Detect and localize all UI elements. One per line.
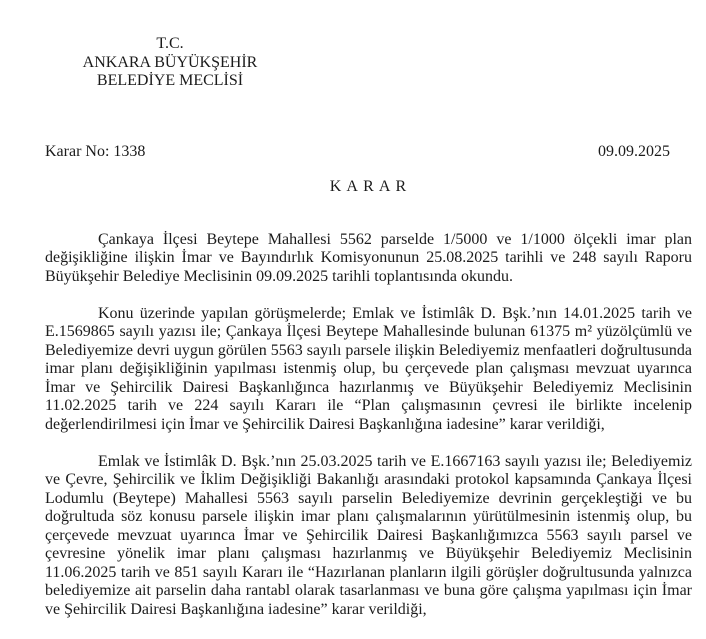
- paragraph-report-read: Çankaya İlçesi Beytepe Mahallesi 5562 parselde 1/5000 ve 1/1000 ölçekli imar plan değişikliğine ilişkin İmar ve Bayındırlık Komisyonunun 25.08.2025 tarihli ve 248 sayılı Raporu Büyükşehir Belediye Meclisinin 09.09.2025 tarihli toplantısında okundu.: [45, 230, 692, 285]
- decision-title: K A R A R: [329, 178, 408, 195]
- decision-meta-row: [45, 143, 692, 162]
- letterhead-council-line: BELEDİYE MECLİSİ: [96, 72, 244, 89]
- paragraph-second-referral: Emlak ve İstimlâk D. Bşk.’nın 25.03.2025 tarih ve E.1667163 sayılı yazısı ile; Belediyemiz ve Çevre, Şehircilik ve İklim Değişikliği Bakanlığı arasındaki protokol kapsamında Çankaya İlçesi Lodumlu (Beytepe) Mahallesi 5563 sayılı parselin Belediyemize devrinin gerçekleştiği ve bu doğrultuda söz konusu parsele ilişkin imar planı çalışmalarının yürütülmesinin istenmiş olup, bu çerçevede mevzuat uyarınca İmar ve Şehircilik Dairesi Başkanlığımızca 5563 sayılı parsel ve çevresine yönelik imar planı çalışması hazırlanmış ve Büyükşehir Belediyemiz Meclisinin 11.06.2025 tarih ve 851 sayılı Kararı ile “Hazırlanan planların ilgili görüşler doğrultusunda yalnızca belediyemize ait parselin daha rantabl olarak tasarlanması ve buna göre çalışma yapılması için İmar ve Şehircilik Dairesi Başkanlığına iadesine” karar verildiği,: [45, 452, 692, 618]
- decision-date: 09.09.2025: [598, 142, 670, 160]
- letterhead: [45, 35, 295, 91]
- letterhead-municipality-line: ANKARA BÜYÜKŞEHİR: [82, 53, 258, 71]
- letterhead-republic-line: T.C.: [156, 35, 184, 52]
- paragraph-first-referral: Konu üzerinde yapılan görüşmelerde; Emlak ve İstimlâk D. Bşk.’nın 14.01.2025 tarih ve E.1569865 sayılı yazısı ile; Çankaya İlçesi Beytepe Mahallesinde bulunan 61375 m² yüzölçümlü ve Belediyemize devri uygun görülen 5563 sayılı parsele ilişkin Belediyemiz menfaatleri doğrultusunda imar planı değişikliğinin yapılması istenmiş olup, bu çerçevede plan çalışması mevzuat uyarınca İmar ve Şehircilik Dairesi Başkanlığınca hazırlanmış ve Büyükşehir Belediyemiz Meclisinin 11.02.2025 tarih ve 224 sayılı Kararı ile “Plan çalışmasının çevresi ile birlikte incelenip değerlendirilmesi için İmar ve Şehircilik Dairesi Başkanlığına iadesine” karar verildiği,: [45, 304, 692, 433]
- decision-number: Karar No: 1338: [45, 142, 146, 160]
